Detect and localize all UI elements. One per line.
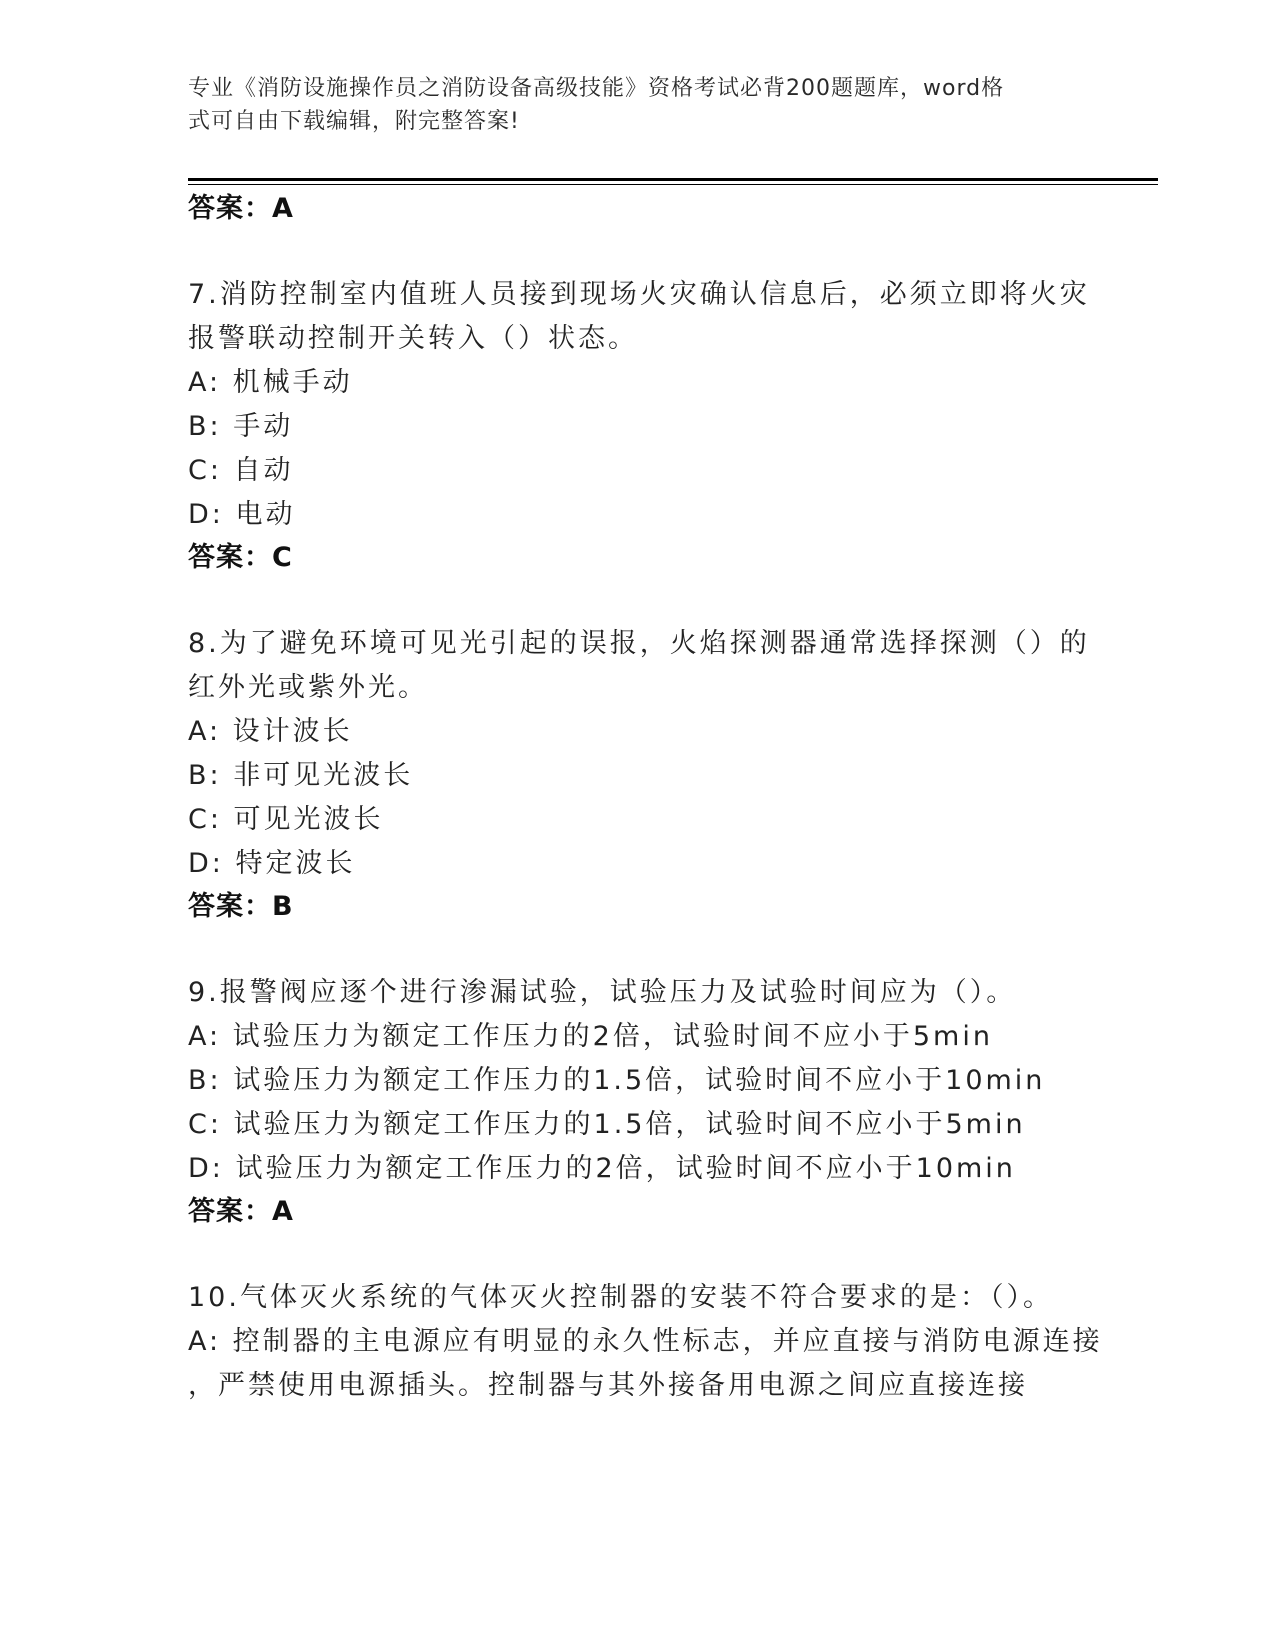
question-8-option-b: B: 非可见光波长 xyxy=(188,760,414,791)
question-9-option-b: B: 试验压力为额定工作压力的1.5倍，试验时间不应小于10min xyxy=(188,1065,1046,1096)
question-9-option-a: A: 试验压力为额定工作压力的2倍，试验时间不应小于5min xyxy=(188,1021,993,1052)
question-8-answer: 答案：B xyxy=(188,891,294,922)
question-9-option-c: C: 试验压力为额定工作压力的1.5倍，试验时间不应小于5min xyxy=(188,1109,1026,1140)
question-7-option-c: C: 自动 xyxy=(188,455,294,486)
question-7-stem-line-1: 7.消防控制室内值班人员接到现场火灾确认信息后，必须立即将火灾 xyxy=(188,279,1090,310)
previous-answer: 答案：A xyxy=(188,193,294,224)
question-8-option-d: D: 特定波长 xyxy=(188,848,356,879)
question-7-option-d: D: 电动 xyxy=(188,499,296,530)
question-9-stem-line-1: 9.报警阀应逐个进行渗漏试验，试验压力及试验时间应为（）。 xyxy=(188,977,1017,1008)
question-7-option-a: A: 机械手动 xyxy=(188,367,353,398)
question-8-stem-line-2: 红外光或紫外光。 xyxy=(188,672,428,703)
question-8-option-c: C: 可见光波长 xyxy=(188,804,384,835)
question-10-option-a: A: 控制器的主电源应有明显的永久性标志，并应直接与消防电源连接 xyxy=(188,1326,1103,1357)
header-line-1: 专业《消防设施操作员之消防设备高级技能》资格考试必背200题题库，word格 xyxy=(188,76,1005,101)
question-10-option-a-continued: ，严禁使用电源插头。控制器与其外接备用电源之间应直接连接 xyxy=(188,1370,1028,1401)
question-10-stem-line-1: 10.气体灭火系统的气体灭火控制器的安装不符合要求的是：（）。 xyxy=(188,1282,1053,1313)
question-7-answer: 答案：C xyxy=(188,542,293,573)
question-9-option-d: D: 试验压力为额定工作压力的2倍，试验时间不应小于10min xyxy=(188,1153,1016,1184)
question-7-stem-line-2: 报警联动控制开关转入（）状态。 xyxy=(188,323,638,354)
question-8-stem-line-1: 8.为了避免环境可见光引起的误报，火焰探测器通常选择探测（）的 xyxy=(188,628,1090,659)
header-divider-thin xyxy=(188,184,1158,185)
header-divider-thick xyxy=(188,178,1158,181)
header-line-2: 式可自由下载编辑，附完整答案! xyxy=(188,109,520,134)
question-7-option-b: B: 手动 xyxy=(188,411,294,442)
question-8-option-a: A: 设计波长 xyxy=(188,716,353,747)
document-header xyxy=(188,72,1068,138)
question-9-answer: 答案：A xyxy=(188,1196,294,1227)
